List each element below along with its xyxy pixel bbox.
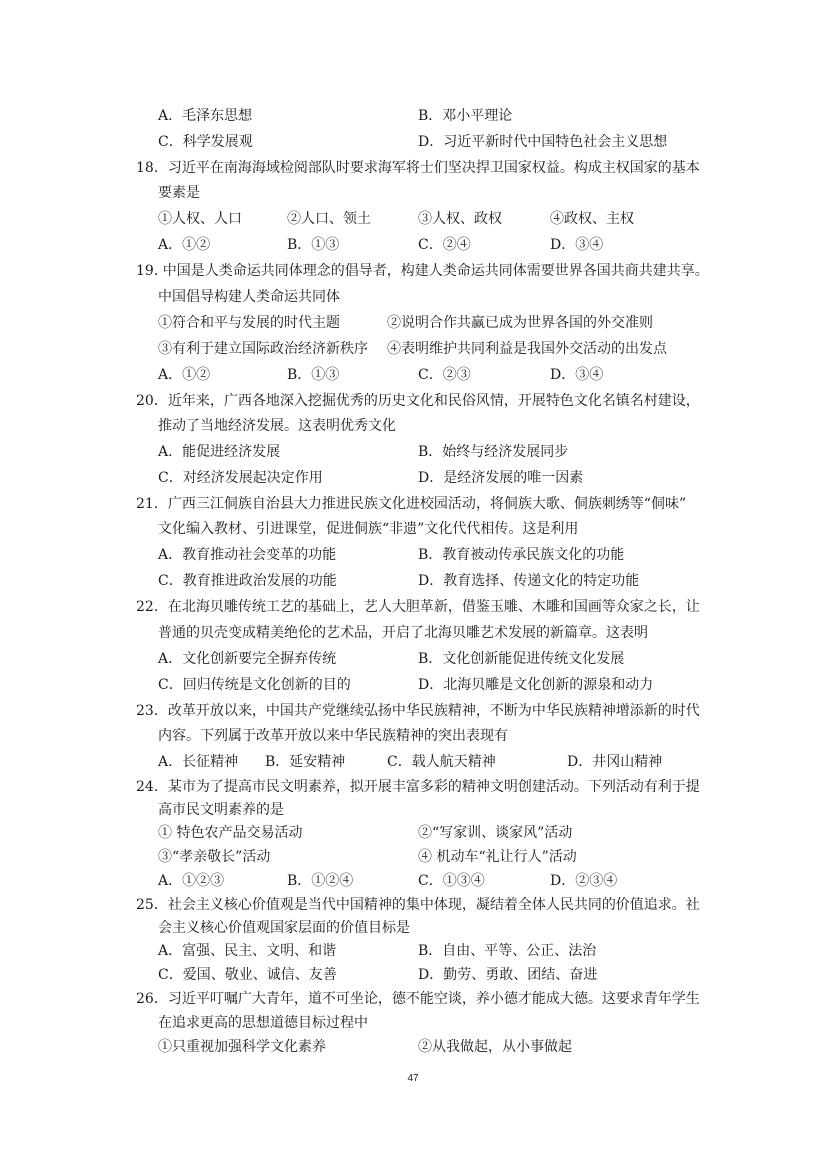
q23-option-a: A．长征精神 — [158, 754, 239, 770]
q23-option-b: B．延安精神 — [265, 754, 346, 770]
page-number: 47 — [407, 1073, 419, 1084]
q25-stem-line1: 25．社会主义核心价值观是当代中国精神的集中体现，凝结着全体人民共同的价值追求。社 — [136, 897, 700, 913]
q20-option-c: C．对经济发展起决定作用 — [158, 470, 323, 486]
q17-option-c: C．科学发展观 — [158, 134, 253, 150]
q24-item-1: ① 特色农产品交易活动 — [158, 825, 303, 841]
q26-stem-line2: 在追求更高的思想道德目标过程中 — [158, 1015, 368, 1031]
q21-option-c: C．教育推进政治发展的功能 — [158, 573, 337, 589]
q20-option-d: D．是经济发展的唯一因素 — [418, 470, 584, 486]
q19-option-c: C．②③ — [418, 367, 471, 383]
q19-item-3: ③有利于建立国际政治经济新秩序 — [158, 341, 368, 357]
q21-stem-line1: 21．广西三江侗族自治县大力推进民族文化进校园活动，将侗族大歌、侗族刺绣等“侗味” — [136, 496, 687, 512]
q20-stem-line2: 推动了当地经济发展。这表明优秀文化 — [158, 418, 396, 434]
q25-option-d: D．勤劳、勇敢、团结、奋进 — [418, 967, 598, 983]
q23-option-c: C．载人航天精神 — [387, 754, 496, 770]
q18-option-d: D．③④ — [550, 237, 604, 253]
q22-stem-line2: 普通的贝壳变成精美绝伦的艺术品，开启了北海贝雕艺术发展的新篇章。这表明 — [158, 625, 648, 641]
q18-item-4: ④政权、主权 — [550, 211, 634, 227]
q26-item-2: ②从我做起，从小事做起 — [418, 1039, 572, 1055]
q24-item-3: ③“孝亲敬长”活动 — [158, 849, 271, 865]
q24-option-c: C．①③④ — [418, 873, 485, 889]
q19-option-b: B．①③ — [287, 367, 340, 383]
q22-option-a: A．文化创新要完全摒弃传统 — [158, 651, 337, 667]
q23-stem-line1: 23．改革开放以来，中国共产党继续弘扬中华民族精神，不断为中华民族精神增添新的时代 — [136, 703, 700, 719]
q18-stem-line1: 18．习近平在南海海域检阅部队时要求海军将士们坚决捍卫国家权益。构成主权国家的基本 — [136, 160, 700, 176]
q18-item-1: ①人权、人口 — [158, 211, 242, 227]
q25-stem-line2: 会主义核心价值观国家层面的价值目标是 — [158, 920, 410, 936]
q21-stem-line2: 文化编入教材、引进课堂，促进侗族“非遗”文化代代相传。这是利用 — [158, 521, 579, 537]
q24-stem-line1: 24．某市为了提高市民文明素养，拟开展丰富多彩的精神文明创建活动。下列活动有利于提 — [136, 779, 700, 795]
q24-option-b: B．①②④ — [287, 873, 354, 889]
q18-item-3: ③人权、政权 — [418, 211, 502, 227]
q17-option-b: B．邓小平理论 — [418, 108, 513, 124]
q19-item-4: ④表明维护共同利益是我国外交活动的出发点 — [387, 341, 667, 357]
q20-option-a: A．能促进经济发展 — [158, 444, 281, 460]
q22-option-d: D．北海贝雕是文化创新的源泉和动力 — [418, 677, 654, 693]
q19-option-a: A．①② — [158, 367, 211, 383]
q17-option-a: A．毛泽东思想 — [158, 108, 253, 124]
q25-option-c: C．爱国、敬业、诚信、友善 — [158, 967, 337, 983]
q18-option-a: A．①② — [158, 237, 211, 253]
q18-option-c: C．②④ — [418, 237, 471, 253]
q24-option-d: D．②③④ — [550, 873, 618, 889]
q20-stem-line1: 20．近年来，广西各地深入挖掘优秀的历史文化和民俗风情，开展特色文化名镇名村建设， — [136, 393, 700, 409]
q26-item-1: ①只重视加强科学文化素养 — [158, 1039, 326, 1055]
q19-item-2: ②说明合作共赢已成为世界各国的外交准则 — [387, 315, 653, 331]
q19-item-1: ①符合和平与发展的时代主题 — [158, 315, 340, 331]
q19-option-d: D．③④ — [550, 367, 604, 383]
q26-stem-line1: 26．习近平叮嘱广大青年，道不可坐论，德不能空谈，养小德才能成大德。这要求青年学生 — [136, 991, 700, 1007]
q24-option-a: A．①②③ — [158, 873, 225, 889]
q25-option-a: A．富强、民主、文明、和谐 — [158, 943, 337, 959]
q23-option-d: D．井冈山精神 — [567, 754, 663, 770]
q18-item-2: ②人口、领土 — [287, 211, 371, 227]
q24-stem-line2: 高市民文明素养的是 — [158, 802, 284, 818]
q21-option-d: D．教育选择、传递文化的特定功能 — [418, 573, 640, 589]
q21-option-a: A．教育推动社会变革的功能 — [158, 547, 337, 563]
q25-option-b: B．自由、平等、公正、法治 — [418, 943, 597, 959]
q19-stem-line1: 19. 中国是人类命运共同体理念的倡导者，构建人类命运共同体需要世界各国共商共建共享。 — [136, 263, 709, 279]
q19-stem-line2: 中国倡导构建人类命运共同体 — [158, 289, 340, 305]
q22-option-c: C．回归传统是文化创新的目的 — [158, 677, 351, 693]
q20-option-b: B．始终与经济发展同步 — [418, 444, 569, 460]
q21-option-b: B．教育被动传承民族文化的功能 — [418, 547, 625, 563]
q18-stem-line2: 要素是 — [158, 185, 200, 201]
q17-option-d: D．习近平新时代中国特色社会主义思想 — [418, 134, 668, 150]
q22-stem-line1: 22．在北海贝雕传统工艺的基础上，艺人大胆革新，借鉴玉雕、木雕和国画等众家之长，让 — [136, 599, 700, 615]
q24-item-4: ④ 机动车“礼让行人”活动 — [418, 849, 577, 865]
q18-option-b: B．①③ — [287, 237, 340, 253]
q22-option-b: B．文化创新能促进传统文化发展 — [418, 651, 625, 667]
q23-stem-line2: 内容。下列属于改革开放以来中华民族精神的突出表现有 — [158, 728, 508, 744]
q24-item-2: ②“写家训、谈家风”活动 — [418, 825, 573, 841]
